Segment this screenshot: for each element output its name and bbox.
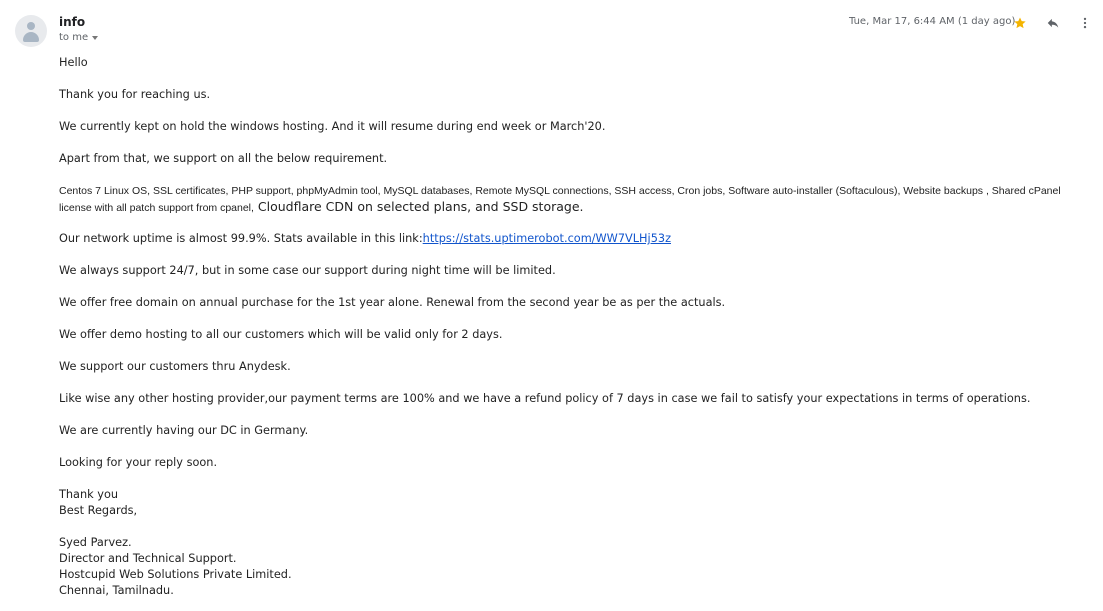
dc-location-text: We are currently having our DC in Germany. [59,424,309,437]
closing-text: Looking for your reply soon. [59,456,218,469]
requirements-tail: Cloudflare CDN on selected plans, and SSD storage. [253,199,584,214]
thanks-text: Thank you for reaching us. [59,88,211,101]
message-body [59,55,1089,599]
signature-regards: Best Regards, [59,504,138,517]
signature-thank-you: Thank you [59,488,119,501]
recipient-label: to me [59,32,89,43]
requirements-text [59,183,1089,216]
signature-title: Director and Technical Support. [59,552,237,565]
windows-hold-text: We currently kept on hold the windows hosting. And it will resume during end week or March'20. [59,120,606,133]
sender-avatar[interactable] [15,15,47,47]
support-hours-text: We always support 24/7, but in some case our support during night time will be limited. [59,264,556,277]
greeting-text: Hello [59,56,88,69]
uptime-paragraph [59,231,1089,247]
signature-company: Hostcupid Web Solutions Private Limited. [59,568,292,581]
message-date[interactable]: Tue, Mar 17, 6:44 AM (1 day ago) [849,16,1016,27]
payment-terms-text: Like wise any other hosting provider,our payment terms are 100% and we have a refund policy of 7 days in case we fail to satisfy your expectations in terms of operations. [59,392,1031,405]
star-icon[interactable] [1013,16,1027,30]
more-vert-icon[interactable] [1078,15,1092,31]
sender-name[interactable]: info [59,15,86,29]
signature-location: Chennai, Tamilnadu. [59,584,174,597]
recipient-details-toggle[interactable] [59,32,98,43]
uptime-link[interactable]: https://stats.uptimerobot.com/WW7VLHj53z [422,232,671,245]
free-domain-text: We offer free domain on annual purchase for the 1st year alone. Renewal from the second year be as per the actuals. [59,296,726,309]
anydesk-text: We support our customers thru Anydesk. [59,360,291,373]
requirements-main: Centos 7 Linux OS, SSL certificates, PHP support, phpMyAdmin tool, MySQL databases, Remote MySQL connections, SSH access, Cron jobs, Software auto-installer (Softaculous), Website backups , Shared cPanel license with all patch support from cpanel, [59,185,1061,214]
caret-down-icon [92,36,98,40]
reply-icon[interactable] [1045,16,1061,30]
uptime-text: Our network uptime is almost 99.9%. Stats available in this link: [59,232,423,245]
signature [59,487,1089,599]
signature-name: Syed Parvez. [59,536,132,549]
demo-hosting-text: We offer demo hosting to all our customers which will be valid only for 2 days. [59,328,503,341]
support-intro-text: Apart from that, we support on all the below requirement. [59,152,388,165]
